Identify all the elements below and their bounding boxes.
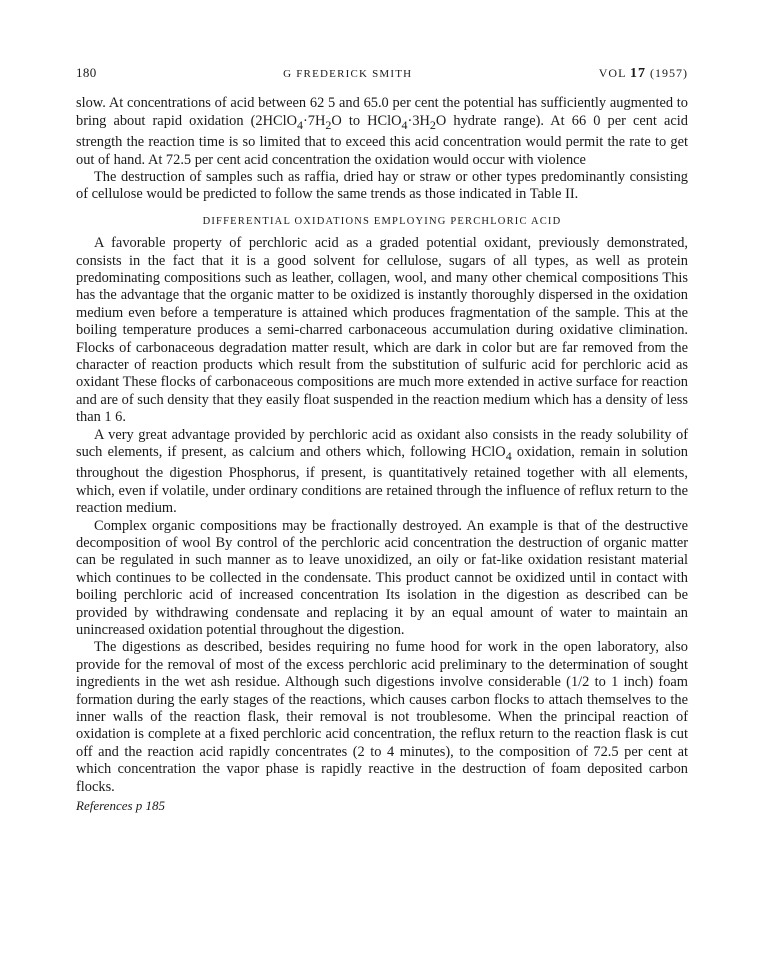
running-head bbox=[76, 64, 688, 83]
section-heading: DIFFERENTIAL OXIDATIONS EMPLOYING PERCHLORIC ACID bbox=[202, 215, 562, 227]
paragraph-2: The destruction of samples such as raffia, dried hay or straw or other types predominantly consisting of cellulose would be predicted to follow the same trends as those indicated in Table II. bbox=[76, 168, 688, 203]
paragraph-3: A favorable property of perchloric acid as a graded potential oxidant, previously demonstrated, consists in the fact that it is a good solvent for cellulose, sugars of all types, as well as protein predominating compositions such as leather, collagen, wool, and many other chemical compositions This has the advantage that the organic matter to be oxidized is instantly thoroughly dispersed in the oxidation medium even before a temperature is attained which produces fragmentation of the sample. This at the boiling temperature produces a semi-charred carbonaceous accumulation during oxidative climination. Flocks of carbonaceous degradation matter result, which are dark in color but are far removed from the character of reaction products which result from the substitution of sulfuric acid for perchloric acid as oxidant These flocks of carbonaceous compositions are much more extended in active surface for reaction and are of such density that they easily float suspended in the reaction medium which has a density of less than 1 6. bbox=[76, 235, 688, 426]
running-head-author: G FREDERICK SMITH bbox=[283, 68, 413, 80]
paragraph-5: Complex organic compositions may be fractionally destroyed. An example is that of the destructive decomposition of wool By control of the perchloric acid concentration the destruction of organic matter can be regulated in such manner as to leave unoxidized, an oily or fat-like oxidation resistant material which continues to be collected in the condensate. This product cannot be oxidized until in contact with boiling perchloric acid of increased concentration Its isolation in the digestion as described can be provided by withdrawing condensate and replacing it by an equal amount of water to maintain an unincreased oxidation potential throughout the digestion. bbox=[76, 517, 688, 638]
page-number: 180 bbox=[76, 65, 97, 80]
volume-number: 17 bbox=[629, 66, 646, 81]
journal-page bbox=[76, 64, 688, 814]
paragraph-1: slow. At concentrations of acid between 62 5 and 65.0 per cent the potential has sufficiently augmented to bring about rapid oxidation ($2HClO_4\cdot 7H_2O$ to $HClO_4\cdot 3H_2O$ hydrate range). At 66 0 per cent acid strength the reaction time is so limited that to exceed this acid concentration would permit the rate to get out of hand. At 72.5 per cent acid concentration the oxidation would occur with violence bbox=[76, 95, 688, 168]
paragraph-6: The digestions as described, besides requiring no fume hood for work in the open laboratory, also provide for the removal of most of the excess perchloric acid preliminary to the determination of sought ingredients in the wet ash residue. Although such digestions involve considerable (1/2 to 1 inch) foam formation during the early stages of the reactions, which causes carbon flocks to attach themselves to the inner walls of the reaction flask, their removal is not troublesome. When the principal reaction of oxidation is complete at a fixed perchloric acid concentration, the reflux return to the reaction flask is cut off and the reaction acid rapidly concentrates (2 to 4 minutes), to the composition of 72.5 per cent at which concentration the vapor phase is rapidly reactive in the destruction of foam deposited carbon flocks. bbox=[76, 639, 688, 795]
volume-label: VOL bbox=[598, 66, 626, 80]
volume-year: (1957) bbox=[649, 66, 688, 80]
volume-info bbox=[599, 65, 688, 82]
references-note: References p 185 bbox=[76, 798, 166, 813]
paragraph-4: A very great advantage provided by perchloric acid as oxidant also consists in the ready solubility of such elements, if present, as calcium and others which, following HClO$_4$ oxidation, remain in solution throughout the digestion Phosphorus, if present, is quantitatively retained together with all elements, which, even if volatile, under ordinary conditions are retained through the influence of reflux return to the reaction medium. bbox=[76, 426, 688, 517]
